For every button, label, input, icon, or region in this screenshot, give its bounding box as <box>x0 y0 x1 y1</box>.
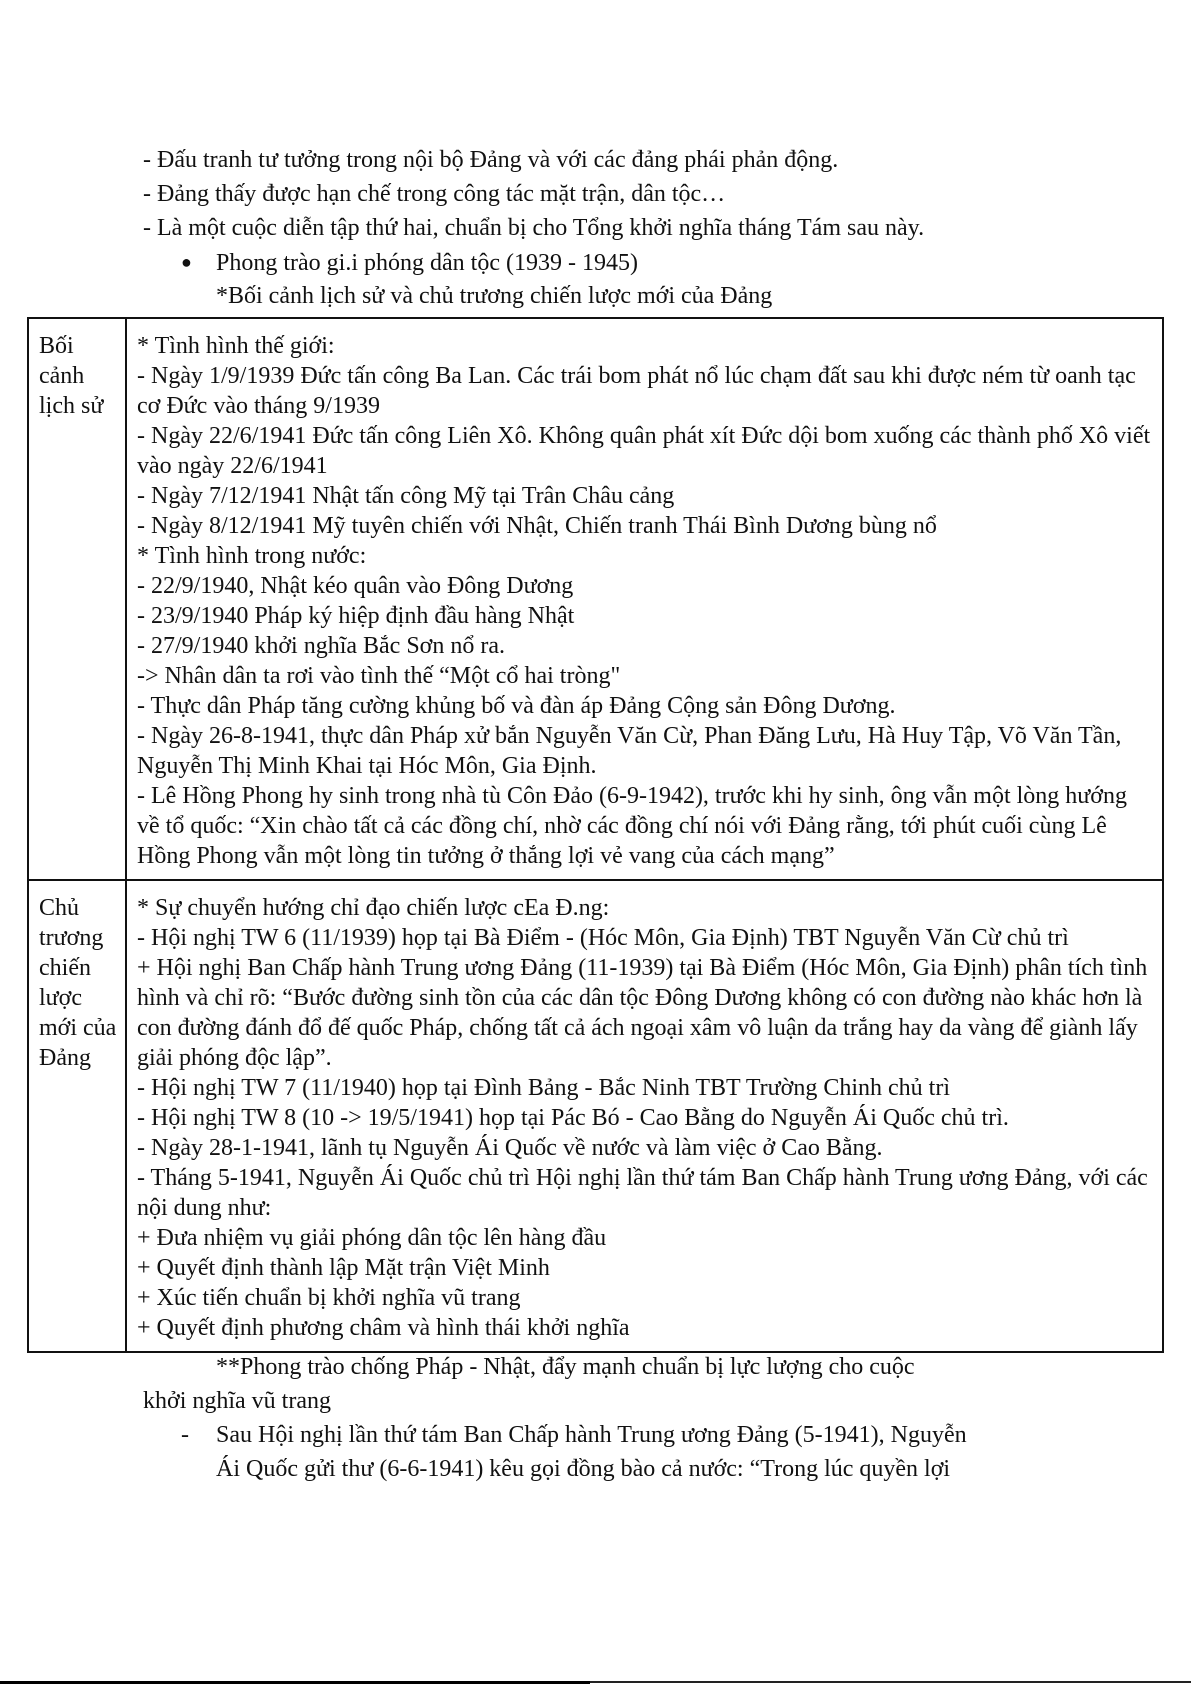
table-line: - Hội nghị TW 6 (11/1939) họp tại Bà Điểm - (Hóc Môn, Gia Định) TBT Nguyễn Văn Cừ chủ trì <box>137 925 1069 951</box>
dash-item-cont: Ái Quốc gửi thư (6-6-1941) kêu gọi đồng bào cả nước: “Trong lúc quyền lợi <box>216 1456 951 1482</box>
bullet-dot-icon: ● <box>181 252 192 272</box>
table-line: - Tháng 5-1941, Nguyễn Ái Quốc chủ trì Hội nghị lần thứ tám Ban Chấp hành Trung ương Đảng, với các nội dung như: <box>137 1165 1148 1221</box>
table-line: * Sự chuyển hướng chỉ đạo chiến lược cEa Đ.ng: <box>137 895 610 921</box>
table-line: + Xúc tiến chuẩn bị khởi nghĩa vũ trang <box>137 1285 521 1311</box>
table-line: + Hội nghị Ban Chấp hành Trung ương Đảng (11-1939) tại Bà Điểm (Hóc Môn, Gia Định) phân tích tình hình và chỉ rõ: “Bước đường sinh tồn của các dân tộc Đông Dương không có con đường nào khác hơn là con đường đánh đổ đế quốc Pháp, chống tất cả ách ngoại xâm vô luận da trắng hay da vàng để giành lấy giải phóng độc lập”. <box>137 955 1148 1071</box>
dash-marker: - <box>181 1422 189 1448</box>
intro-line-2: - Đảng thấy được hạn chế trong công tác mặt trận, dân tộc… <box>143 181 726 207</box>
bullet-heading <box>181 245 638 280</box>
table-line: - Ngày 26-8-1941, thực dân Pháp xử bắn Nguyễn Văn Cừ, Phan Đăng Lưu, Hà Huy Tập, Võ Văn Tần, Nguyễn Thị Minh Khai tại Hóc Môn, Gia Định. <box>137 723 1122 779</box>
table-line: - Ngày 22/6/1941 Đức tấn công Liên Xô. Không quân phát xít Đức dội bom xuống các thành phố Xô viết vào ngày 22/6/1941 <box>137 423 1151 479</box>
dash-item <box>181 1418 967 1452</box>
table-line: - Hội nghị TW 7 (11/1940) họp tại Đình Bảng - Bắc Ninh TBT Trường Chinh chủ trì <box>137 1075 951 1101</box>
page-bottom-divider-left <box>0 1681 590 1684</box>
bullet-heading-text: Phong trào gi.i phóng dân tộc (1939 - 1945) <box>216 250 638 276</box>
table-line: - Hội nghị TW 8 (10 -> 19/5/1941) họp tại Pác Bó - Cao Bằng do Nguyễn Ái Quốc chủ trì. <box>137 1105 1009 1131</box>
row-content-context <box>126 318 1163 880</box>
table-line: - Thực dân Pháp tăng cường khủng bố và đàn áp Đảng Cộng sản Đông Dương. <box>137 693 896 719</box>
row-label-strategy: Chủ trương chiến lược mới của Đảng <box>28 880 126 1352</box>
table-line: - Lê Hồng Phong hy sinh trong nhà tù Côn Đảo (6-9-1942), trước khi hy sinh, ông vẫn một lòng hướng về tổ quốc: “Xin chào tất cả các đồng chí, nhờ các đồng chí nói với Đảng rằng, tới phút cuối cùng Lê Hồng Phong vẫn một lòng tin tưởng ở thắng lợi vẻ vang của cách mạng” <box>137 783 1127 869</box>
table-line: + Quyết định phương châm và hình thái khởi nghĩa <box>137 1315 630 1341</box>
table-line: - Ngày 28-1-1941, lãnh tụ Nguyễn Ái Quốc về nước và làm việc ở Cao Bằng. <box>137 1135 883 1161</box>
table-line: * Tình hình trong nước: <box>137 543 367 569</box>
table-line: - 22/9/1940, Nhật kéo quân vào Đông Dương <box>137 573 574 599</box>
table-row-context <box>28 318 1163 880</box>
section-subheading: *Bối cảnh lịch sử và chủ trương chiến lược mới của Đảng <box>216 283 773 309</box>
intro-line-1: - Đấu tranh tư tưởng trong nội bộ Đảng và với các đảng phái phản động. <box>143 147 839 173</box>
table-row-strategy <box>28 880 1163 1352</box>
table-line: + Đưa nhiệm vụ giải phóng dân tộc lên hàng đầu <box>137 1225 607 1251</box>
row-content-strategy <box>126 880 1163 1352</box>
dash-item-text: Sau Hội nghị lần thứ tám Ban Chấp hành Trung ương Đảng (5-1941), Nguyễn <box>216 1422 967 1448</box>
table-line: - Ngày 8/12/1941 Mỹ tuyên chiến với Nhật, Chiến tranh Thái Bình Dương bùng nổ <box>137 513 937 539</box>
table-line: - 23/9/1940 Pháp ký hiệp định đầu hàng Nhật <box>137 603 575 629</box>
table-line: - 27/9/1940 khởi nghĩa Bắc Sơn nổ ra. <box>137 633 506 659</box>
table-line: * Tình hình thế giới: <box>137 333 335 359</box>
section-subheading-2: **Phong trào chống Pháp - Nhật, đẩy mạnh chuẩn bị lực lượng cho cuộc <box>216 1354 915 1380</box>
context-strategy-table <box>27 317 1164 1353</box>
section-subheading-2-cont: khởi nghĩa vũ trang <box>143 1388 331 1414</box>
row-label-context: Bối cảnh lịch sử <box>28 318 126 880</box>
table-line: - Ngày 1/9/1939 Đức tấn công Ba Lan. Các trái bom phát nổ lúc chạm đất sau khi được ném từ oanh tạc cơ Đức vào tháng 9/1939 <box>137 363 1136 419</box>
intro-line-3: - Là một cuộc diễn tập thứ hai, chuẩn bị cho Tổng khởi nghĩa tháng Tám sau này. <box>143 215 925 241</box>
table-line: -> Nhân dân ta rơi vào tình thế “Một cổ hai tròng" <box>137 663 621 689</box>
table-line: - Ngày 7/12/1941 Nhật tấn công Mỹ tại Trân Châu cảng <box>137 483 675 509</box>
table-line: + Quyết định thành lập Mặt trận Việt Minh <box>137 1255 550 1281</box>
